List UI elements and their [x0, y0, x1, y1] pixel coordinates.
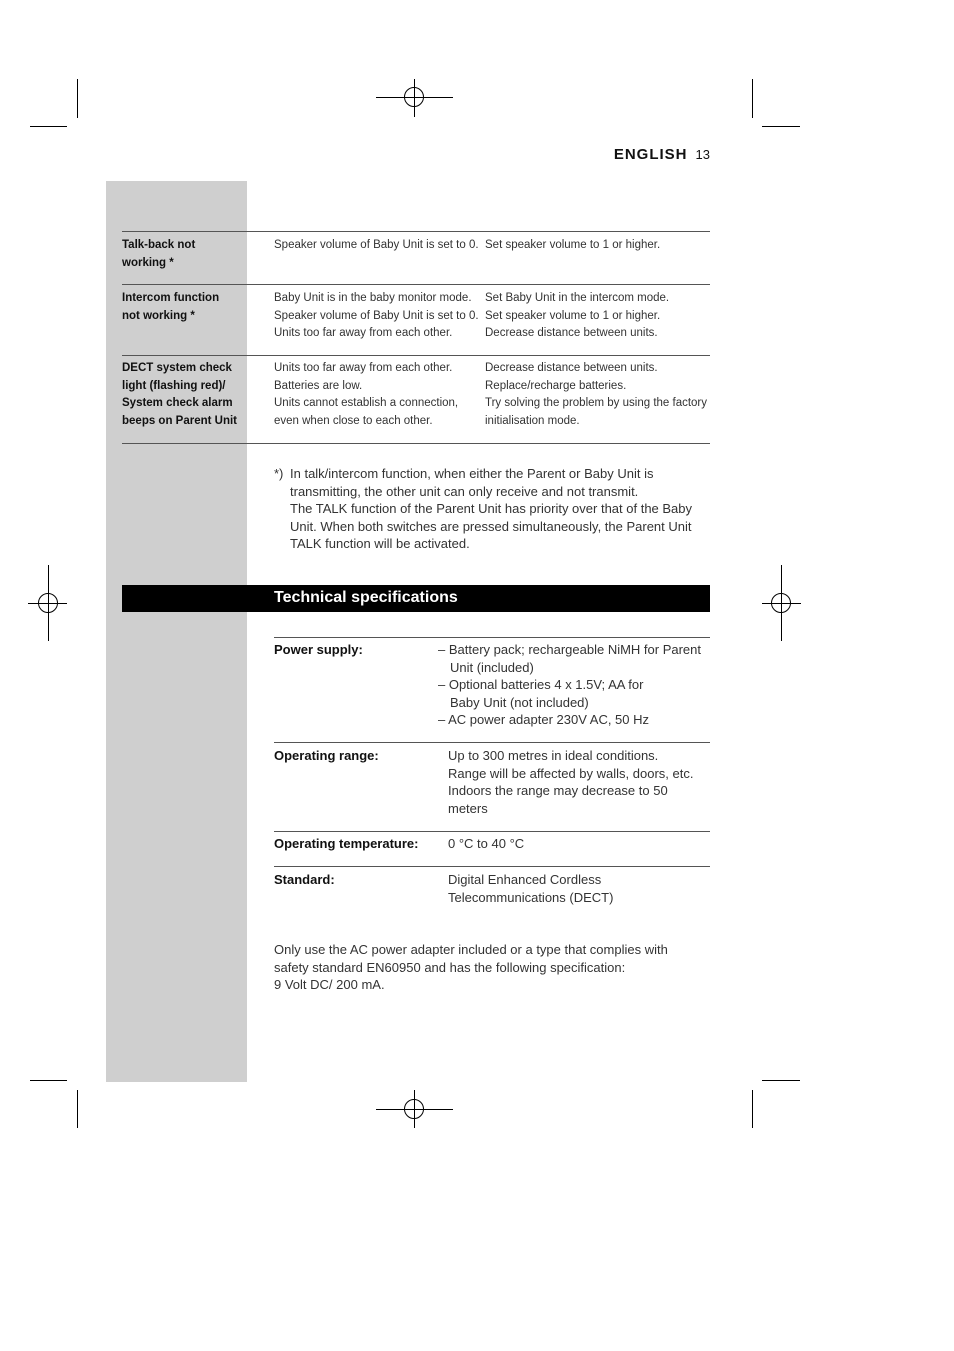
crop-mark	[30, 126, 67, 127]
solution-cell: Set Baby Unit in the intercom mode. Set speaker volume to 1 or higher. Decrease distance between units.	[485, 292, 670, 340]
problem-cell: DECT system check light (flashing red)/ System check alarm beeps on Parent Unit	[122, 362, 238, 427]
table-rule	[122, 443, 710, 444]
registration-mark	[38, 593, 58, 613]
crop-mark	[77, 79, 78, 118]
cause-cell: Baby Unit is in the baby monitor mode. Speaker volume of Baby Unit is set to 0. Units too far away from each other.	[274, 292, 479, 340]
crop-mark	[30, 1080, 67, 1081]
footnote-mark: *)	[274, 466, 284, 481]
crop-mark	[752, 1090, 753, 1128]
spec-value: 0 °C to 40 °C	[448, 836, 525, 851]
spec-label: Operating range:	[274, 748, 379, 763]
page-number: 13	[695, 147, 710, 162]
spec-rule	[274, 831, 710, 832]
crop-mark	[752, 79, 753, 118]
cause-cell: Speaker volume of Baby Unit is set to 0.	[274, 239, 479, 251]
problem-cell: Talk-back not working *	[122, 239, 196, 269]
spec-value: – Battery pack; rechargeable NiMH for Parent Unit (included) – Optional batteries 4 x 1.5V; AA for Baby Unit (not included) – AC power adapter 230V AC, 50 Hz	[438, 642, 702, 728]
crop-mark	[762, 126, 800, 127]
registration-mark	[404, 87, 424, 107]
adapter-note: Only use the AC power adapter included or a type that complies with safety standard EN60950 and has the following specification: 9 Volt DC/ 200 mA.	[274, 942, 668, 993]
crop-mark	[762, 1080, 800, 1081]
table-rule	[122, 355, 710, 356]
page-header	[560, 146, 710, 164]
footnote: *) In talk/intercom function, when either the Parent or Baby Unit is transmitting, the other unit can only receive and not transmit. The TALK function of the Parent Unit has priority over that of the Baby Unit. When both switches are pressed simultaneously, the Parent Unit TALK function will be activated.	[274, 466, 693, 552]
table-rule	[122, 284, 710, 285]
registration-mark	[771, 593, 791, 613]
spec-value: Digital Enhanced Cordless Telecommunications (DECT)	[448, 872, 614, 905]
registration-mark	[404, 1099, 424, 1119]
cause-cell: Units too far away from each other. Batteries are low. Units cannot establish a connection, even when close to each other.	[274, 362, 459, 427]
spec-rule	[274, 742, 710, 743]
section-heading-bar	[122, 585, 710, 612]
table-rule	[122, 231, 710, 232]
solution-cell: Set speaker volume to 1 or higher.	[485, 239, 661, 251]
spec-label: Power supply:	[274, 642, 363, 657]
spec-value: Up to 300 metres in ideal conditions. Range will be affected by walls, doors, etc. Indoors the range may decrease to 50 meters	[448, 748, 694, 816]
language-label: ENGLISH	[613, 146, 688, 163]
section-title: Technical specifications	[274, 589, 458, 606]
spec-rule	[274, 866, 710, 867]
solution-cell: Decrease distance between units. Replace/recharge batteries. Try solving the problem by using the factory initialisation mode.	[485, 362, 708, 427]
spec-label: Standard:	[274, 872, 335, 887]
problem-cell: Intercom function not working *	[122, 292, 220, 322]
spec-label: Operating temperature:	[274, 836, 419, 851]
crop-mark	[77, 1090, 78, 1128]
spec-rule	[274, 637, 710, 638]
